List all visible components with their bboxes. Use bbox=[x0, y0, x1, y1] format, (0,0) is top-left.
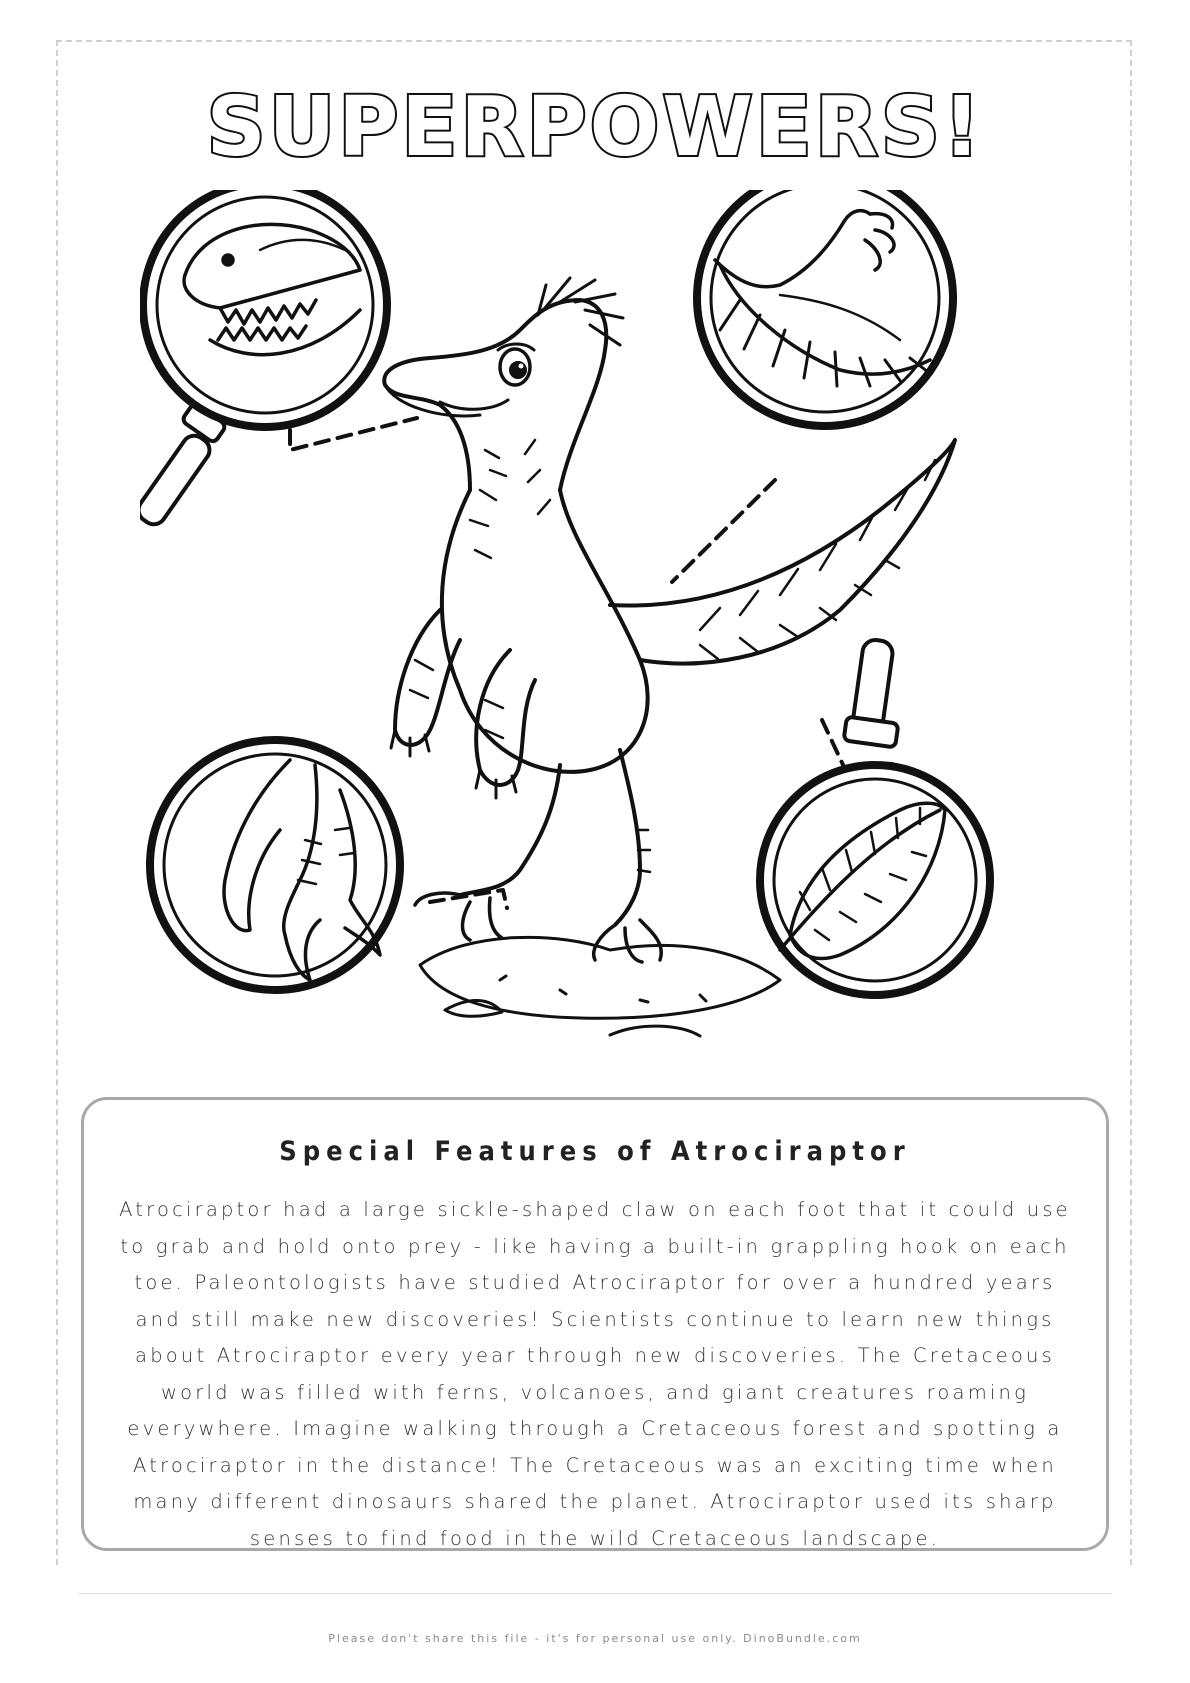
ground-rocks bbox=[420, 937, 780, 1036]
footer-divider bbox=[78, 1593, 1112, 1594]
info-box bbox=[81, 1097, 1109, 1551]
jaws-magnifier bbox=[140, 190, 387, 529]
info-body: Atrociraptor had a large sickle-shaped claw on each foot that it could use to grab and hold onto prey - like having a built-in grappling hook on each toe. Paleontologists have studied Atrociraptor for over a hundred years and still make new discoveries! Scientists continue to learn new things about Atrociraptor every year through new discoveries. The Cretaceous world was filled with ferns, volcanoes, and giant creatures roaming everywhere. Imagine walking through a Cretaceous forest and spotting a Atrociraptor in the distance! The Cretaceous was an exciting time when many different dinosaurs shared the planet. Atrociraptor used its sharp senses to find food in the wild Cretaceous landscape. bbox=[119, 1198, 1071, 1550]
page-title-text: SUPERPOWERS! bbox=[206, 80, 984, 175]
feather-magnifier bbox=[760, 638, 990, 995]
footer-note: Please don't share this file - it's for personal use only. DinoBundle.com bbox=[328, 1632, 862, 1645]
page-title bbox=[0, 80, 1190, 180]
info-heading: Special Features of Atrociraptor bbox=[279, 1136, 911, 1167]
claw-magnifier bbox=[150, 740, 400, 990]
wing-magnifier bbox=[697, 190, 953, 426]
raptor-illustration bbox=[140, 190, 1050, 1080]
